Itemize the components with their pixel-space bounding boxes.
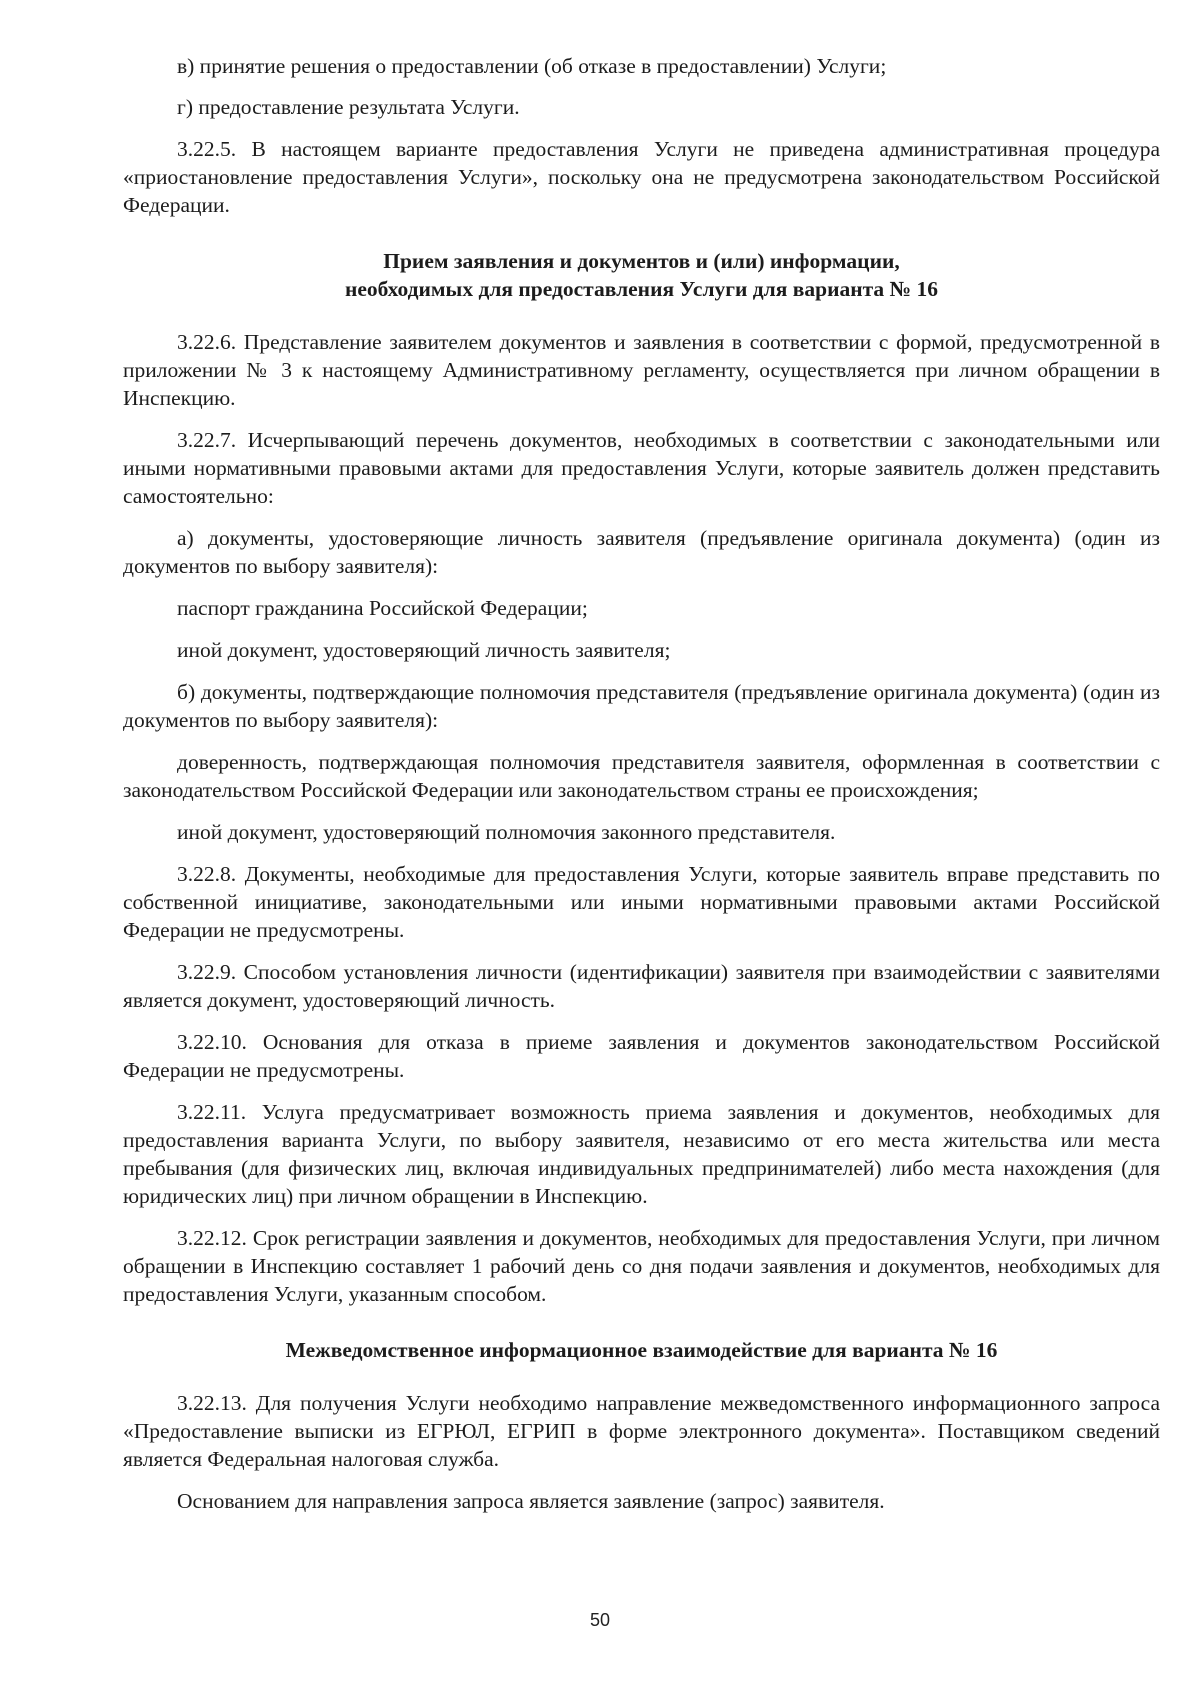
paragraph-passport: паспорт гражданина Российской Федерации;: [177, 596, 588, 620]
paragraph-basis: Основанием для направления запроса является заявление (запрос) заявителя.: [177, 1489, 885, 1513]
section-heading-2: Межведомственное информационное взаимодействие для варианта № 16: [285, 1338, 998, 1362]
paragraph-item-v: в) принятие решения о предоставлении (об отказе в предоставлении) Услуги;: [177, 54, 887, 78]
paragraph-3-22-13: 3.22.13. Для получения Услуги необходимо направление межведомственного информационного запроса «Предоставление выписки из ЕГРЮЛ, ЕГРИП в форме электронного документа». Поставщиком сведений является Федеральная налоговая служба.: [123, 1391, 1160, 1471]
paragraph-power-of-attorney: доверенность, подтверждающая полномочия представителя заявителя, оформленная в соответствии с законодательством Российской Федерации или законодательством страны ее происхождения;: [123, 750, 1160, 802]
paragraph-item-b: б) документы, подтверждающие полномочия представителя (предъявление оригинала документа) (один из документов по выбору заявителя):: [123, 680, 1160, 732]
paragraph-item-a: а) документы, удостоверяющие личность заявителя (предъявление оригинала документа) (один из документов по выбору заявителя):: [123, 526, 1160, 578]
paragraph-other-authority: иной документ, удостоверяющий полномочия законного представителя.: [177, 820, 836, 844]
paragraph-3-22-6: 3.22.6. Представление заявителем документов и заявления в соответствии с формой, предусмотренной в приложении № 3 к настоящему Административному регламенту, осуществляется при личном обращении в Инспекцию.: [123, 330, 1160, 410]
document-page: [123, 52, 1160, 1515]
heading-1-line-2: необходимых для предоставления Услуги для варианта № 16: [344, 277, 939, 301]
section-heading-1: [123, 247, 1160, 303]
paragraph-3-22-7: 3.22.7. Исчерпывающий перечень документов, необходимых в соответствии с законодательными или иными нормативными правовыми актами для предоставления Услуги, которые заявитель должен представить самостоятельно:: [123, 428, 1160, 508]
heading-1-line-1: Прием заявления и документов и (или) информации,: [383, 249, 900, 273]
paragraph-item-g: г) предоставление результата Услуги.: [177, 95, 520, 119]
page-number: 50: [589, 1610, 611, 1630]
paragraph-3-22-5: 3.22.5. В настоящем варианте предоставления Услуги не приведена административная процедура «приостановление предоставления Услуги», поскольку она не предусмотрена законодательством Российской Федерации.: [123, 137, 1160, 217]
paragraph-3-22-8: 3.22.8. Документы, необходимые для предоставления Услуги, которые заявитель вправе представить по собственной инициативе, законодательными или иными нормативными правовыми актами Российской Федерации не предусмотрены.: [123, 862, 1160, 942]
paragraph-3-22-9: 3.22.9. Способом установления личности (идентификации) заявителя при взаимодействии с заявителями является документ, удостоверяющий личность.: [123, 960, 1160, 1012]
paragraph-other-id: иной документ, удостоверяющий личность заявителя;: [177, 638, 671, 662]
paragraph-3-22-10: 3.22.10. Основания для отказа в приеме заявления и документов законодательством Российской Федерации не предусмотрены.: [123, 1030, 1160, 1082]
paragraph-3-22-11: 3.22.11. Услуга предусматривает возможность приема заявления и документов, необходимых для предоставления варианта Услуги, по выбору заявителя, независимо от его места жительства или места пребывания (для физических лиц, включая индивидуальных предпринимателей) либо места нахождения (для юридических лиц) при личном обращении в Инспекцию.: [123, 1100, 1160, 1208]
paragraph-3-22-12: 3.22.12. Срок регистрации заявления и документов, необходимых для предоставления Услуги, при личном обращении в Инспекцию составляет 1 рабочий день со дня подачи заявления и документов, необходимых для предоставления Услуги, указанным способом.: [123, 1226, 1160, 1306]
